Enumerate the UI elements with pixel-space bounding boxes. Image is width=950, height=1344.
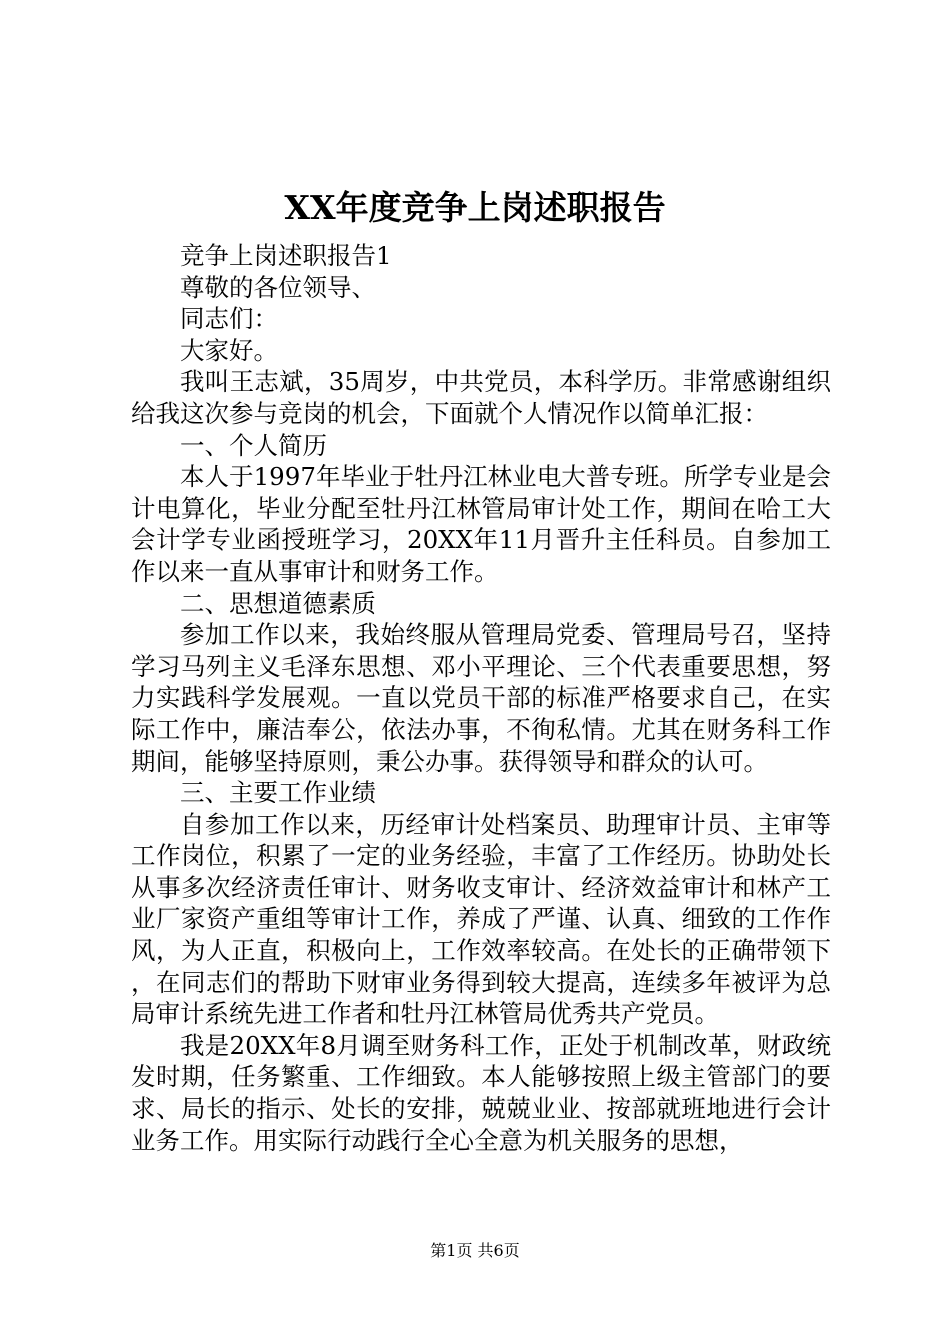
salutation-line-2: 同志们： bbox=[180, 304, 278, 334]
document-title: XX年度竞争上岗述职报告 bbox=[284, 188, 666, 227]
section-heading-ethics: 二、思想道德素质 bbox=[180, 588, 376, 618]
report-subtitle: 竞争上岗述职报告1 bbox=[180, 241, 392, 270]
section-heading-achievements: 三、主要工作业绩 bbox=[180, 778, 376, 808]
finance-work-paragraph: 我是20XX年8月调至财务科工作，正处于机制改革，财政统发时期，任务繁重、工作细致。本人能够按照上级主管部门的要求、局长的指示、处长的安排，兢兢业业、按部就班地进行会计业务工作。用实际行动践行全心全意为机关服务的思想， bbox=[131, 1030, 831, 1155]
greeting: 大家好。 bbox=[180, 335, 278, 365]
intro-paragraph: 我叫王志斌，35周岁，中共党员，本科学历。非常感谢组织给我这次参与竞岗的机会，下面就个人情况作以简单汇报： bbox=[131, 367, 831, 428]
document-body bbox=[131, 240, 831, 1156]
resume-paragraph: 本人于1997年毕业于牡丹江林业电大普专班。所学专业是会计电算化，毕业分配至牡丹江林管局审计处工作，期间在哈工大会计学专业函授班学习，20XX年11月晋升主任科员。自参加工作以来一直从事审计和财务工作。 bbox=[131, 462, 831, 586]
achievements-paragraph: 自参加工作以来，历经审计处档案员、助理审计员、主审等工作岗位，积累了一定的业务经验，丰富了工作经历。协助处长从事多次经济责任审计、财务收支审计、经济效益审计和林产工业厂家资产重组等审计工作，养成了严谨、认真、细致的工作作风，为人正直，积极向上，工作效率较高。在处长的正确带领下，在同志们的帮助下财审业务得到较大提高，连续多年被评为总局审计系统先进工作者和牡丹江林管局优秀共产党员。 bbox=[131, 809, 831, 1029]
page-number: 第1页 共6页 bbox=[430, 1241, 520, 1260]
section-heading-resume: 一、个人简历 bbox=[180, 430, 327, 460]
ethics-paragraph: 参加工作以来，我始终服从管理局党委、管理局号召，坚持学习马列主义毛泽东思想、邓小平理论、三个代表重要思想，努力实践科学发展观。一直以党员干部的标准严格要求自己，在实际工作中，廉洁奉公，依法办事，不徇私情。尤其在财务科工作期间，能够坚持原则，秉公办事。获得领导和群众的认可。 bbox=[131, 620, 831, 776]
salutation-line-1: 尊敬的各位领导、 bbox=[180, 272, 376, 302]
